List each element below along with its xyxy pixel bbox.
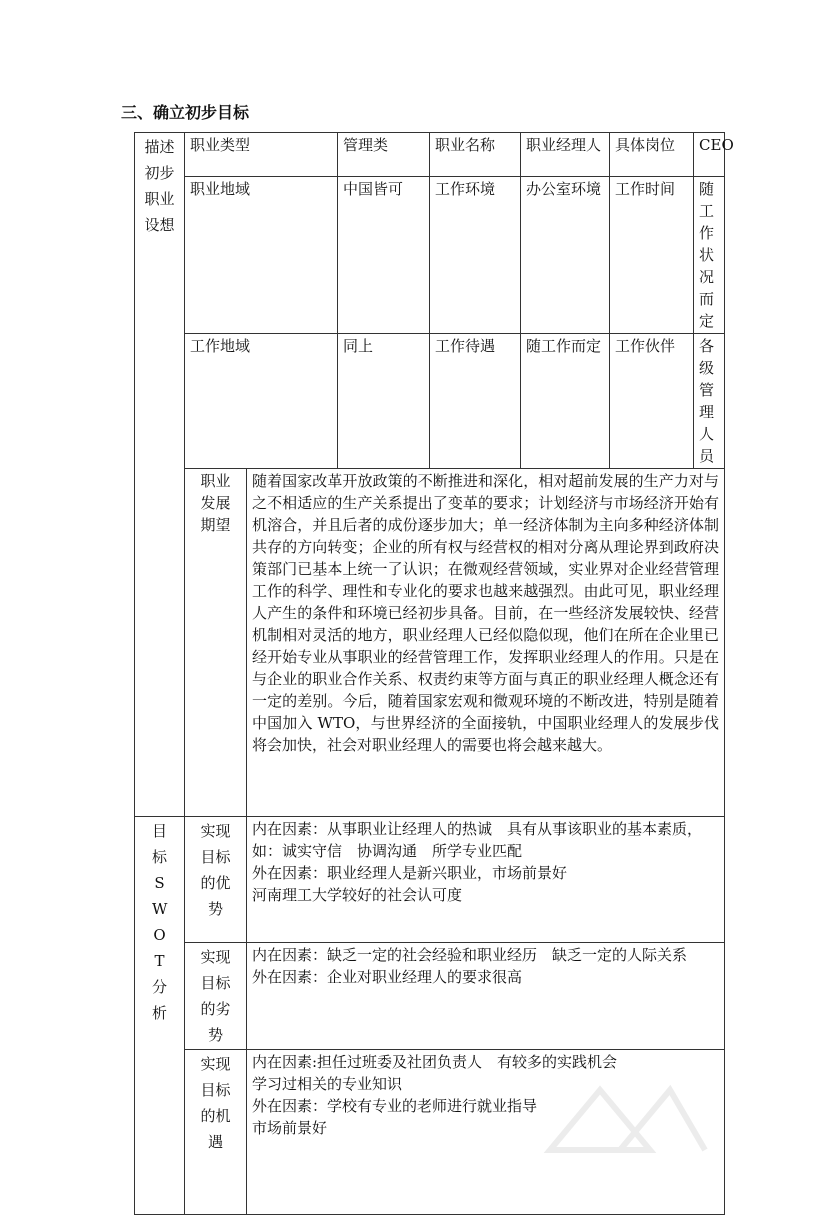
field-label: 具体岗位: [610, 133, 694, 177]
field-value: 职业经理人: [521, 133, 610, 177]
field-value: 同上: [338, 334, 430, 469]
field-value: 随工作状况而定: [694, 177, 725, 334]
describe-label-cell: [135, 133, 185, 817]
swot-label-cell: [185, 1050, 247, 1215]
expectation-label-cell: [185, 469, 247, 817]
expectation-row: [135, 469, 725, 817]
describe-label: 描述初步职业设想: [144, 138, 175, 234]
field-label: 工作伙伴: [610, 334, 694, 469]
strengths-label: 实现目标的优势: [200, 822, 231, 918]
swot-row: [135, 943, 725, 1050]
strengths-text: 内在因素：从事职业让经理人的热诚 具有从事该职业的基本素质，如：诚实守信 协调沟通 所学专业匹配 外在因素：职业经理人是新兴职业，市场前景好 河南理工大学较好的社会认可度: [247, 817, 725, 943]
expectation-label: 职业发展期望: [200, 472, 231, 534]
swot-label-cell: [185, 817, 247, 943]
field-value: 办公室环境: [521, 177, 610, 334]
swot-row: [135, 817, 725, 943]
swot-label-cell: [185, 943, 247, 1050]
field-label: 工作待遇: [430, 334, 521, 469]
info-row: [135, 133, 725, 177]
field-value: 各级管理人员: [694, 334, 725, 469]
watermark-graphic: [540, 1080, 710, 1160]
weaknesses-text: 内在因素：缺乏一定的社会经验和职业经历 缺乏一定的人际关系 外在因素：企业对职业经理人的要求很高: [247, 943, 725, 1050]
opportunities-label: 实现目标的机遇: [200, 1055, 231, 1151]
info-row: [135, 334, 725, 469]
field-value: CEO: [694, 133, 725, 177]
field-value: 管理类: [338, 133, 430, 177]
field-label: 工作环境: [430, 177, 521, 334]
opportunities-text: 内在因素:担任过班委及社团负责人 有较多的实践机会 学习过相关的专业知识 外在因素：学校有专业的老师进行就业指导 市场前景好: [247, 1050, 725, 1215]
section-title: 三、确立初步目标: [121, 103, 250, 122]
field-value: 中国皆可: [338, 177, 430, 334]
swot-label-cell: [135, 817, 185, 1215]
swot-label: 目标SWOT分析: [152, 822, 168, 1022]
expectation-text: 随着国家改革开放政策的不断推进和深化，相对超前发展的生产力对与之不相适应的生产关系提出了变革的要求；计划经济与市场经济开始有机溶合，并且后者的成份逐步加大；单一经济体制为主向多种经济体制共存的方向转变；企业的所有权与经营权的相对分离从理论界到政府决策部门已基本上统一了认识；在微观经营领域，实业界对企业经营管理工作的科学、理性和专业化的要求也越来越强烈。由此可见，职业经理人产生的条件和环境已经初步具备。目前，在一些经济发展较快、经营机制相对灵活的地方，职业经理人已经似隐似现，他们在所在企业里已经开始专业从事职业的经营管理工作，发挥职业经理人的作用。只是在与企业的职业合作关系、权责约束等方面与真正的职业经理人概念还有一定的差别。今后，随着国家宏观和微观环境的不断改进，特别是随着中国加入 WTO，与世界经济的全面接轨，中国职业经理人的发展步伐将会加快，社会对职业经理人的需要也将会越来越大。: [247, 469, 725, 817]
field-label: 职业名称: [430, 133, 521, 177]
field-value: 随工作而定: [521, 334, 610, 469]
field-label: 工作地域: [185, 334, 338, 469]
info-row: [135, 177, 725, 334]
career-plan-table: [134, 132, 734, 1215]
weaknesses-label: 实现目标的劣势: [200, 948, 231, 1044]
field-label: 工作时间: [610, 177, 694, 334]
field-label: 职业地域: [185, 177, 338, 334]
field-label: 职业类型: [185, 133, 338, 177]
